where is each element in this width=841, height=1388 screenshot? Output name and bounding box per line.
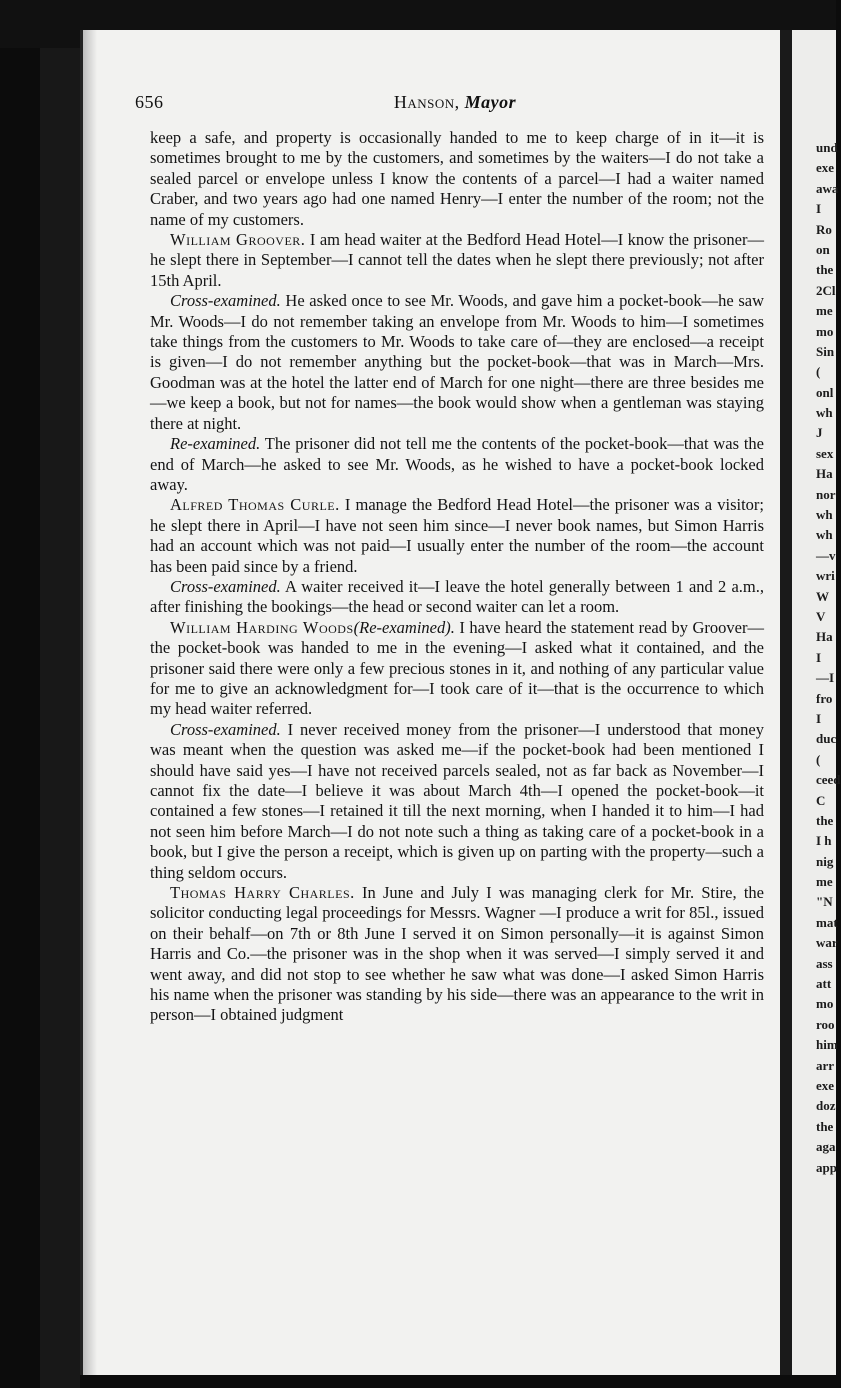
edge-fragment: I	[816, 649, 822, 665]
edge-fragment: aga	[816, 1139, 836, 1155]
edge-fragment: arr	[816, 1057, 835, 1073]
edge-fragment: exe	[816, 160, 835, 176]
edge-fragment: C	[816, 792, 826, 808]
edge-fragment: the	[816, 262, 834, 278]
edge-fragment: him	[816, 1037, 838, 1053]
examination-label: (Re-examined).	[353, 617, 455, 637]
witness-name: William Groover.	[170, 230, 306, 250]
paragraph	[150, 577, 764, 618]
paragraph	[150, 618, 764, 720]
edge-fragment: 2Cl	[816, 282, 836, 298]
edge-fragment: the	[816, 1118, 834, 1134]
edge-fragment: und	[816, 140, 838, 155]
paragraph-text: I manage the Bedford Head Hotel—the prisoner was a visitor; he slept there in April—I have not seen him since—I never book names, but Simon Harris had an account which was not paid—I usually enter the number of the room—the account has been paid since by a friend.	[150, 495, 764, 576]
paragraph-text: I have heard the statement read by Groover—the pocket-book was handed to me in the evening—I asked what it contained, and the prisoner said there were only a few precious stones in it, and nothing of any particular value for me to give an acknowledgment for—I took care of it—that is the occurrence to which my head waiter referred.	[150, 617, 764, 719]
paragraph-text: I am head waiter at the Bedford Head Hotel—I know the prisoner—he slept there in September—I cannot tell the dates when he slept there previously; not after 15th April.	[150, 230, 764, 290]
edge-fragment: mo	[816, 996, 834, 1012]
paragraph-text: The prisoner did not tell me the contents of the pocket-book—that was the end of March—he asked to see Mr. Woods, as he wished to have a pocket-book locked away.	[150, 434, 764, 494]
paragraph-text: A waiter received it—I leave the hotel generally between 1 and 2 a.m., after finishing the bookings—the head or second waiter can let a room.	[150, 576, 764, 617]
edge-fragment: I h	[816, 833, 832, 849]
paragraph	[150, 720, 764, 883]
edge-fragment: (	[816, 364, 821, 380]
edge-fragment: —I	[816, 670, 835, 686]
paragraph	[150, 128, 764, 230]
edge-fragment: wh	[816, 507, 833, 523]
edge-fragment: onl	[816, 384, 834, 400]
edge-fragment: Ha	[816, 629, 833, 645]
paragraph	[150, 230, 764, 291]
edge-fragment: war	[816, 935, 838, 951]
edge-fragment: the	[816, 812, 834, 828]
edge-fragment: nig	[816, 853, 834, 869]
running-head-name: Hanson,	[393, 92, 460, 112]
binding-edge	[40, 20, 80, 1388]
examination-label: Cross-examined.	[170, 719, 281, 739]
page-number: 656	[135, 92, 164, 112]
edge-fragment: exe	[816, 1077, 835, 1093]
edge-fragment: awa	[816, 180, 839, 196]
edge-fragment: roo	[816, 1016, 835, 1032]
edge-fragment: duc	[816, 731, 837, 747]
examination-label: Cross-examined.	[170, 576, 281, 596]
edge-fragment: Sin	[816, 343, 835, 359]
paragraph-text: He asked once to see Mr. Woods, and gave him a pocket-book—he saw Mr. Woods—I do not remember taking an envelope from Mr. Woods to him—I sometimes take things from the customers to Mr. Woods to take care of—they are enclosed—a receipt is given—I do not remember anything but the pocket-book—that was in March—Mrs. Goodman was at the hotel the latter end of March for one night—there are three besides me—we keep a book, but not for names—the book would show when a gentleman was staying there at night.	[150, 291, 764, 433]
edge-fragment: wri	[816, 568, 835, 584]
paragraph-text: In June and July I was managing clerk for Mr. Stire, the solicitor conducting legal proceedings for Messrs. Wagner —I produce a writ for 85l., issued on their behalf—on 7th or 8th June I served it on Simon personally—it is against Simon Harris and Co.—the prisoner was in the shop when it was served—I simply served it and went away, and did not stop to see whether he saw what was done—I asked Simon Harris his name when the prisoner was standing by his side—there was an appearance to the writ in person—I obtained judgment	[150, 883, 764, 1025]
edge-fragment: app	[816, 1159, 837, 1175]
edge-fragment: W	[816, 588, 829, 604]
running-head	[135, 92, 775, 113]
witness-name: Thomas Harry Charles.	[170, 883, 355, 903]
edge-fragment: me	[816, 303, 833, 319]
edge-fragment: sex	[816, 445, 834, 461]
page-header	[135, 92, 775, 116]
witness-name: William Harding Woods	[170, 617, 354, 637]
examination-label: Cross-examined.	[170, 291, 281, 311]
edge-fragment: me	[816, 874, 833, 890]
edge-fragment: wh	[816, 527, 833, 543]
edge-fragment: ceed	[816, 772, 841, 788]
paragraph	[150, 883, 764, 1026]
running-head-office: Mayor	[464, 92, 517, 112]
paragraph-text: keep a safe, and property is occasionally handed to me to keep charge of in it—it is sometimes brought to me by the customers, and sometimes by the waiters—I do not take a sealed parcel or envelope unless I know the contents of a parcel—I had a waiter named Craber, and two years ago had one named Henry—I enter the number of the room; not the name of my customers.	[150, 128, 764, 229]
edge-fragment: (	[816, 751, 821, 767]
edge-fragment: Ro	[816, 221, 832, 237]
edge-fragment: nor	[816, 486, 836, 502]
book-gutter	[780, 30, 792, 1375]
paragraph	[150, 291, 764, 434]
edge-fragment: fro	[816, 690, 833, 706]
edge-fragment: J	[816, 425, 823, 441]
edge-fragment: —v	[816, 547, 836, 563]
edge-fragment: wh	[816, 405, 833, 421]
edge-fragment: V	[816, 608, 826, 624]
testimony-text	[150, 128, 764, 1026]
edge-fragment: I	[816, 710, 822, 726]
edge-fragment: mo	[816, 323, 834, 339]
paragraph	[150, 495, 764, 577]
edge-fragment: Ha	[816, 466, 833, 482]
right-page-fragments	[816, 138, 841, 1178]
edge-fragment: "N	[816, 894, 833, 910]
edge-fragment: on	[816, 241, 830, 257]
witness-name: Alfred Thomas Curle.	[170, 495, 340, 515]
paragraph	[150, 434, 764, 495]
edge-fragment: mat	[816, 914, 838, 930]
edge-fragment: doz	[816, 1098, 836, 1114]
paragraph-text: I never received money from the prisoner—I understood that money was meant when the question was asked me—if the pocket-book had been mentioned I should have said yes—I have not received parcels sealed, not as far back as November—I cannot fix the date—I believe it was about March 4th—I opened the pocket-book—it contained a few stones—I retained it till the next morning, when I handed it to him—I had not seen him before March—I do not note such a thing as taking care of a pocket-book in a book, but I give the person a receipt, which is given up on parting with the property—such a thing seldom occurs.	[150, 719, 764, 882]
edge-fragment: ass	[816, 955, 833, 971]
edge-fragment: I	[816, 201, 822, 217]
edge-fragment: att	[816, 976, 832, 992]
examination-label: Re-examined.	[170, 434, 261, 454]
